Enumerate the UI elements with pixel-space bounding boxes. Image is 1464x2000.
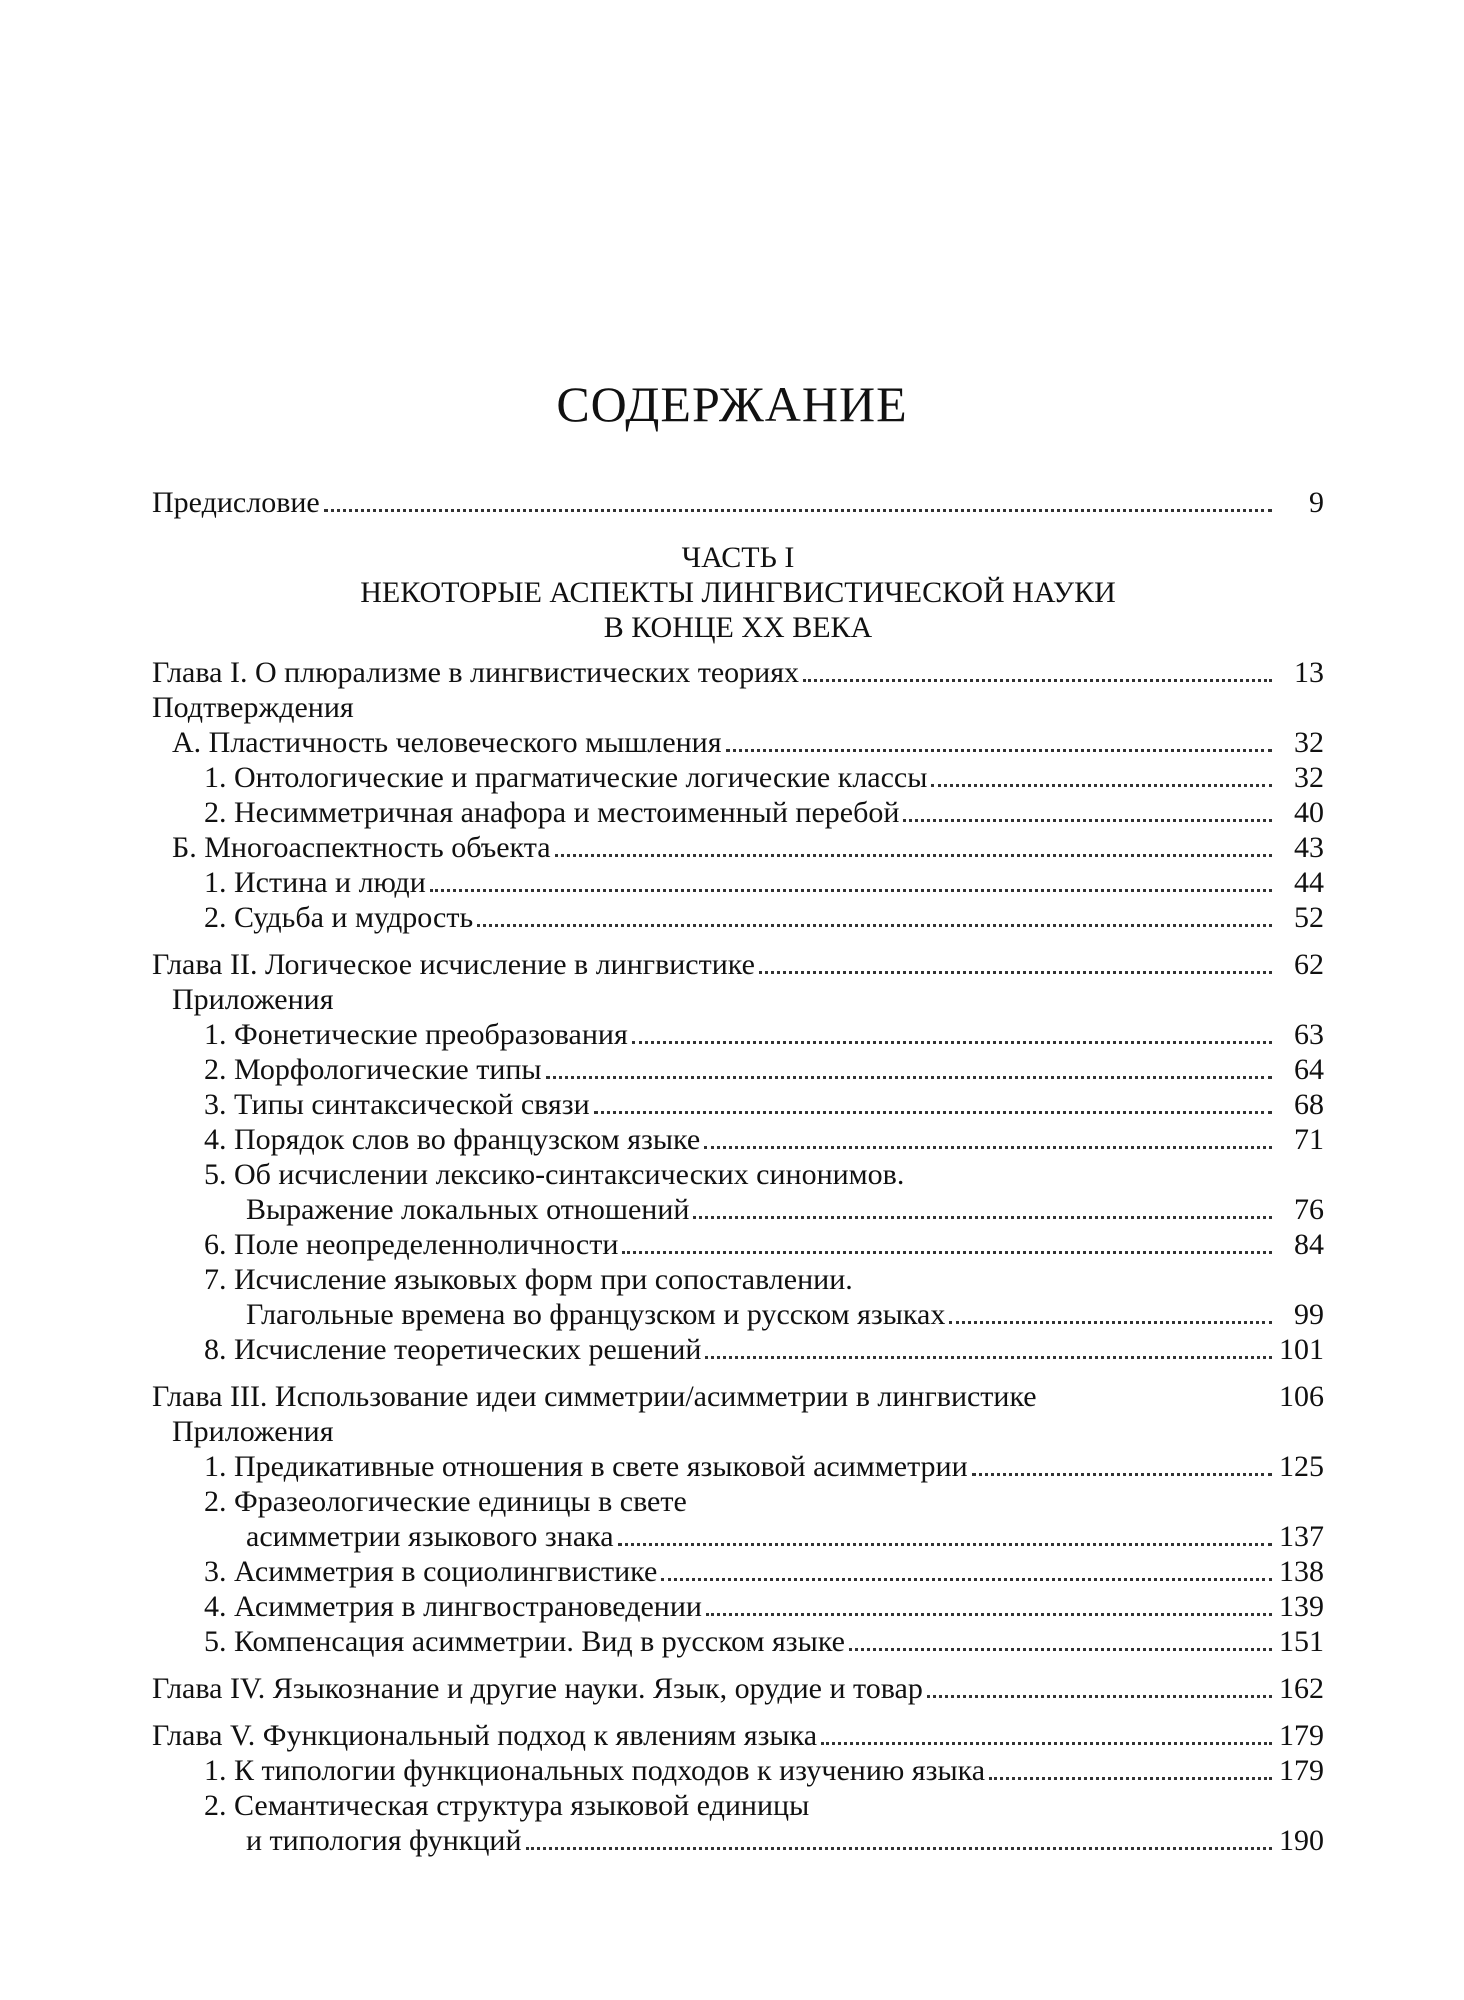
toc-entry xyxy=(152,1414,1324,1449)
toc-entry xyxy=(152,795,1324,830)
toc-entry-label: Глава II. Логическое исчисление в лингвистике xyxy=(152,948,755,981)
dot-leader xyxy=(546,1076,1272,1079)
toc-entry-page: 40 xyxy=(1294,796,1324,829)
dot-leader xyxy=(555,854,1272,857)
toc-entry-label: Глава III. Использование идеи симметрии/асимметрии в лингвистике xyxy=(152,1380,1037,1413)
toc-entry-label: асимметрии языкового знака xyxy=(246,1520,614,1553)
toc-entry xyxy=(152,1788,1324,1823)
toc-entry-label: Глава V. Функциональный подход к явлениям языка xyxy=(152,1719,818,1752)
toc-entry-label: 1. Истина и люди xyxy=(204,866,426,899)
toc-entry-label: Глава IV. Языкознание и другие науки. Язык, орудие и товар xyxy=(152,1672,923,1705)
toc-entry xyxy=(152,725,1324,760)
toc-entry-page: 44 xyxy=(1294,866,1324,899)
toc-entry-page: 13 xyxy=(1294,656,1324,689)
toc-entry-label: 5. Об исчислении лексико-синтаксических синонимов. xyxy=(204,1158,905,1191)
dot-leader xyxy=(949,1321,1272,1324)
toc-entry-label: Б. Многоаспектность объекта xyxy=(172,831,551,864)
toc-entry-page: 138 xyxy=(1279,1555,1324,1588)
toc-entry xyxy=(152,1554,1324,1589)
dot-leader xyxy=(821,1742,1272,1745)
toc-entry-label: 1. Фонетические преобразования xyxy=(204,1018,628,1051)
toc-entry xyxy=(152,690,1324,725)
dot-leader xyxy=(526,1847,1273,1850)
dot-leader xyxy=(931,784,1272,787)
toc-entry xyxy=(152,1753,1324,1788)
toc-entry xyxy=(152,900,1324,935)
toc-entry-label: 3. Асимметрия в социолингвистике xyxy=(204,1555,658,1588)
toc-entry xyxy=(152,1122,1324,1157)
dot-leader xyxy=(927,1695,1272,1698)
toc-entry-page: 162 xyxy=(1279,1672,1324,1705)
toc-entry xyxy=(152,1624,1324,1659)
toc-entry xyxy=(152,947,1324,982)
toc-entry xyxy=(152,655,1324,690)
toc-entry-page: 101 xyxy=(1279,1333,1324,1366)
toc-entry-page: 68 xyxy=(1294,1088,1324,1121)
dot-leader xyxy=(693,1216,1272,1219)
toc-entry-label: 4. Асимметрия в лингвострановедении xyxy=(204,1590,702,1623)
toc-entry-label: Подтверждения xyxy=(152,691,354,724)
toc-entry xyxy=(152,1589,1324,1624)
toc-entry xyxy=(152,830,1324,865)
toc-entry xyxy=(152,1519,1324,1554)
toc-entry-label: Глава I. О плюрализме в лингвистических теориях xyxy=(152,656,800,689)
part-heading-block xyxy=(152,540,1324,645)
toc-entry xyxy=(152,760,1324,795)
toc-entry-label: 1. Онтологические и прагматические логические классы xyxy=(204,761,928,794)
toc-entry-page: 125 xyxy=(1279,1450,1324,1483)
toc-entry xyxy=(152,982,1324,1017)
toc-entry-page: 76 xyxy=(1294,1193,1324,1226)
dot-leader xyxy=(324,509,1272,512)
dot-leader xyxy=(632,1041,1272,1044)
toc-entry-page: 151 xyxy=(1279,1625,1324,1658)
toc-entry-label: 2. Семантическая структура языковой единицы xyxy=(204,1789,810,1822)
toc-entry-page: 64 xyxy=(1294,1053,1324,1086)
toc-entry xyxy=(152,1157,1324,1192)
toc-entry-page: 43 xyxy=(1294,831,1324,864)
toc-entry-page: 9 xyxy=(1309,486,1324,519)
toc-entry-label: и типология функций xyxy=(246,1824,522,1857)
toc-entry-page: 63 xyxy=(1294,1018,1324,1051)
toc-entry-page: 190 xyxy=(1279,1824,1324,1857)
toc-entry xyxy=(152,865,1324,900)
dot-leader xyxy=(989,1777,1272,1780)
dot-leader xyxy=(661,1578,1272,1581)
toc-entry-preface xyxy=(152,485,1324,520)
dot-leader xyxy=(706,1613,1272,1616)
toc-entry-label: А. Пластичность человеческого мышления xyxy=(172,726,722,759)
toc-entry-label: 2. Судьба и мудрость xyxy=(204,901,474,934)
toc-entry xyxy=(152,1332,1324,1367)
toc-entry-label: 6. Поле неопределенноличности xyxy=(204,1228,619,1261)
toc-entry-page: 84 xyxy=(1294,1228,1324,1261)
toc-entry-page: 62 xyxy=(1294,948,1324,981)
toc-entry xyxy=(152,1017,1324,1052)
dot-leader xyxy=(430,889,1272,892)
toc-entry-label: 1. Предикативные отношения в свете языковой асимметрии xyxy=(204,1450,968,1483)
dot-leader xyxy=(705,1356,1272,1359)
toc-entry-label: Предисловие xyxy=(152,486,320,519)
toc-entry xyxy=(152,1087,1324,1122)
toc-entry-page: 32 xyxy=(1294,726,1324,759)
toc-entry-page: 139 xyxy=(1279,1590,1324,1623)
toc-entry-page: 32 xyxy=(1294,761,1324,794)
toc-entry xyxy=(152,1262,1324,1297)
dot-leader xyxy=(759,971,1272,974)
toc-entry xyxy=(152,1484,1324,1519)
table-of-contents xyxy=(152,485,1324,1858)
toc-entry xyxy=(152,1823,1324,1858)
toc-entry-label: Приложения xyxy=(172,983,334,1016)
toc-entry-label: 2. Фразеологические единицы в свете xyxy=(204,1485,687,1518)
toc-entry xyxy=(152,1671,1324,1706)
toc-entry-page: 179 xyxy=(1279,1754,1324,1787)
part-title-line-2: В КОНЦЕ XX ВЕКА xyxy=(603,611,873,644)
page-title: СОДЕРЖАНИЕ xyxy=(556,376,908,432)
toc-entries xyxy=(152,655,1324,1858)
dot-leader xyxy=(903,819,1272,822)
toc-entry-label: Приложения xyxy=(172,1415,334,1448)
toc-entry-label: 8. Исчисление теоретических решений xyxy=(204,1333,702,1366)
dot-leader xyxy=(477,924,1272,927)
part-heading: ЧАСТЬ I xyxy=(681,541,795,574)
toc-entry-label: 3. Типы синтаксической связи xyxy=(204,1088,590,1121)
toc-entry xyxy=(152,1297,1324,1332)
toc-entry-label: Глагольные времена во французском и русском языках xyxy=(246,1298,946,1331)
toc-entry-label: 4. Порядок слов во французском языке xyxy=(204,1123,701,1156)
toc-entry xyxy=(152,1379,1324,1414)
toc-entry-page: 179 xyxy=(1279,1719,1324,1752)
toc-entry-label: 2. Морфологические типы xyxy=(204,1053,542,1086)
dot-leader xyxy=(972,1473,1272,1476)
toc-entry xyxy=(152,1052,1324,1087)
toc-entry xyxy=(152,1227,1324,1262)
dot-leader xyxy=(726,749,1272,752)
toc-entry-page: 71 xyxy=(1294,1123,1324,1156)
toc-entry-page: 52 xyxy=(1294,901,1324,934)
toc-entry xyxy=(152,1449,1324,1484)
dot-leader xyxy=(704,1146,1272,1149)
toc-entry-page: 106 xyxy=(1279,1380,1324,1413)
toc-entry-label: 7. Исчисление языковых форм при сопоставлении. xyxy=(204,1263,853,1296)
dot-leader xyxy=(618,1543,1272,1546)
toc-entry xyxy=(152,1718,1324,1753)
toc-entry xyxy=(152,1192,1324,1227)
toc-entry-page: 137 xyxy=(1279,1520,1324,1553)
toc-entry-label: 1. К типологии функциональных подходов к изучению языка xyxy=(204,1754,986,1787)
toc-entry-label: 5. Компенсация асимметрии. Вид в русском языке xyxy=(204,1625,845,1658)
part-title-line-1: НЕКОТОРЫЕ АСПЕКТЫ ЛИНГВИСТИЧЕСКОЙ НАУКИ xyxy=(360,576,1116,609)
dot-leader xyxy=(849,1648,1272,1651)
toc-entry-page: 99 xyxy=(1294,1298,1324,1331)
dot-leader xyxy=(622,1251,1272,1254)
dot-leader xyxy=(803,679,1272,682)
toc-entry-label: Выражение локальных отношений xyxy=(246,1193,690,1226)
dot-leader xyxy=(594,1111,1272,1114)
toc-entry-label: 2. Несимметричная анафора и местоименный перебой xyxy=(204,796,900,829)
